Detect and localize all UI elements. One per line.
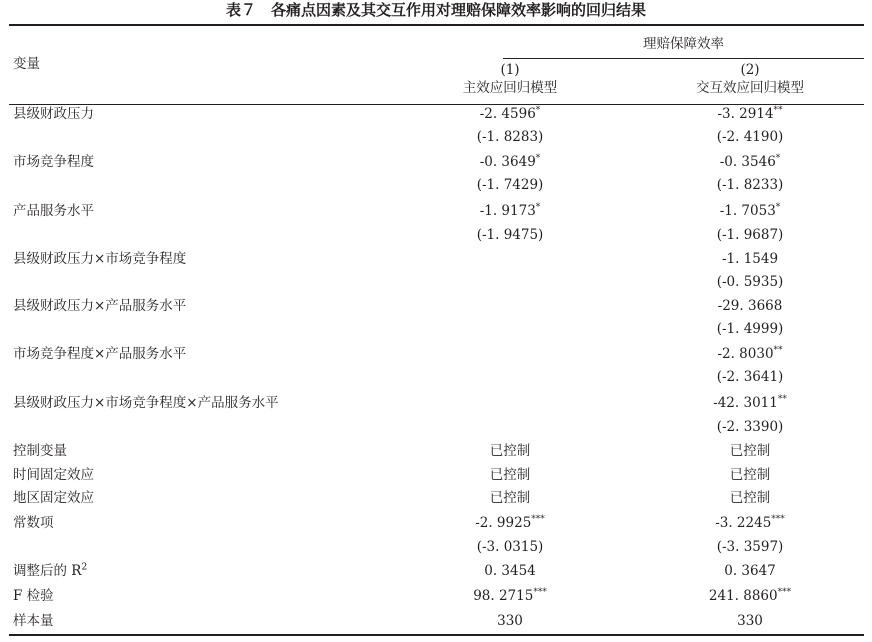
col2-cell <box>630 177 870 194</box>
row-label <box>13 298 186 315</box>
row-label-text: 市场竞争程度×产品服务水平 <box>13 346 187 362</box>
col2-cell-value: 241. 8860 <box>708 588 778 604</box>
col1-number: (1) <box>500 62 520 78</box>
col1-cell-value: -2. 4596 <box>479 106 536 122</box>
significance-stars: ** <box>777 394 787 405</box>
col2-cell-value: 已控制 <box>729 467 771 483</box>
col2-cell <box>630 203 870 220</box>
col1-cell <box>390 588 630 605</box>
significance-stars: * <box>775 153 781 164</box>
col1-cell <box>390 467 630 484</box>
row-label <box>13 613 54 630</box>
col2-cell-value: (-3. 3597) <box>716 539 784 555</box>
row-label-text: 县级财政压力 <box>13 106 94 122</box>
col2-cell-value: 0. 3647 <box>724 563 776 579</box>
col2-cell-value: -29. 3668 <box>717 298 783 314</box>
col1-cell-value: -1. 9173 <box>479 203 536 219</box>
col2-cell <box>630 227 870 244</box>
col2-cell-value: (-1. 9687) <box>716 227 784 243</box>
row-label-text: 控制变量 <box>13 443 67 459</box>
col2-cell-value: 330 <box>737 613 763 629</box>
col2-cell <box>630 515 870 532</box>
col2-cell <box>630 395 870 412</box>
col2-cell <box>630 369 870 386</box>
col1-cell <box>390 203 630 220</box>
col1-cell-value: 已控制 <box>489 490 531 506</box>
significance-stars: *** <box>771 514 785 525</box>
col1-cell <box>390 613 630 630</box>
row-label-text: 常数项 <box>13 515 54 531</box>
row-label <box>13 106 94 123</box>
col2-cell <box>630 419 870 436</box>
row-label <box>13 467 94 484</box>
col1-cell-value: -0. 3649 <box>479 154 536 170</box>
col1-cell-value: (-1. 8283) <box>476 129 544 145</box>
col1-cell <box>390 563 630 580</box>
col2-cell <box>630 129 870 146</box>
col2-cell <box>630 588 870 605</box>
col1-cell-value: 98. 2715 <box>473 588 534 604</box>
col2-cell <box>630 539 870 556</box>
col2-cell <box>630 467 870 484</box>
col1-model-name: 主效应回归模型 <box>462 80 558 96</box>
col2-cell <box>630 346 870 363</box>
col2-cell <box>630 298 870 315</box>
col2-cell-value: 已控制 <box>729 490 771 506</box>
significance-stars: * <box>535 153 541 164</box>
row-label <box>13 563 87 580</box>
row-label <box>13 251 186 268</box>
row-label-text: 县级财政压力×市场竞争程度 <box>13 251 187 267</box>
col2-model-name: 交互效应回归模型 <box>696 80 804 96</box>
row-label <box>13 588 54 605</box>
header-subrule <box>503 58 864 59</box>
significance-stars: * <box>535 105 541 116</box>
row-label <box>13 154 94 171</box>
col2-cell-value: (-1. 8233) <box>716 177 784 193</box>
col2-cell-value: (-1. 4999) <box>716 321 784 337</box>
row-label <box>13 395 279 412</box>
col2-cell-value: -2. 8030 <box>717 346 774 362</box>
col1-cell <box>390 443 630 460</box>
col2-cell-value: -42. 3011 <box>713 395 778 411</box>
col1-cell <box>390 515 630 532</box>
col1-cell-value: 已控制 <box>489 443 531 459</box>
col1-cell-value: (-1. 7429) <box>476 177 544 193</box>
row-label-text: F 检验 <box>13 588 54 604</box>
col1-cell <box>390 177 630 194</box>
significance-stars: *** <box>533 587 547 598</box>
col2-cell <box>630 443 870 460</box>
col1-cell-value: (-1. 9475) <box>476 227 544 243</box>
bottom-rule <box>9 634 864 636</box>
row-label <box>13 490 94 507</box>
significance-stars: ** <box>773 345 783 356</box>
col1-cell-value: 已控制 <box>489 467 531 483</box>
top-rule <box>9 24 864 26</box>
col1-cell <box>390 490 630 507</box>
col2-cell-value: -1. 1549 <box>721 251 779 267</box>
row-label-text: 县级财政压力×产品服务水平 <box>13 298 187 314</box>
col2-cell <box>630 106 870 123</box>
col2-cell-value: -1. 7053 <box>719 203 776 219</box>
col1-cell <box>390 129 630 146</box>
header-rule <box>9 104 864 105</box>
variable-header: 变量 <box>13 56 40 72</box>
col1-cell <box>390 154 630 171</box>
col2-cell <box>630 613 870 630</box>
col2-cell-value: (-2. 3641) <box>716 369 784 385</box>
col1-cell-value: 330 <box>497 613 523 629</box>
row-label <box>13 443 67 460</box>
col2-cell <box>630 490 870 507</box>
col2-cell-value: (-0. 5935) <box>716 274 784 290</box>
significance-stars: ** <box>773 105 783 116</box>
significance-stars: * <box>775 202 781 213</box>
col2-cell <box>630 274 870 291</box>
col2-cell-value: -3. 2245 <box>715 515 772 531</box>
table-title: 表７ 各痛点因素及其交互作用对理赔保障效率影响的回归结果 <box>225 1 646 19</box>
row-label <box>13 203 94 220</box>
col2-number: (2) <box>740 62 760 78</box>
col2-cell-value: (-2. 3390) <box>716 419 784 435</box>
col1-cell-value: -2. 9925 <box>475 515 532 531</box>
row-label-text: 样本量 <box>13 613 54 629</box>
significance-stars: * <box>535 202 541 213</box>
col1-cell <box>390 106 630 123</box>
col2-cell <box>630 321 870 338</box>
row-label <box>13 515 54 532</box>
col1-cell <box>390 539 630 556</box>
significance-stars: *** <box>531 514 545 525</box>
col2-cell <box>630 251 870 268</box>
significance-stars: *** <box>777 587 792 598</box>
col1-cell-value: (-3. 0315) <box>476 539 544 555</box>
row-label-text: 地区固定效应 <box>13 490 94 506</box>
row-label-text: 时间固定效应 <box>13 467 94 483</box>
row-label-text: 调整后的 R <box>13 563 82 579</box>
row-label <box>13 346 186 363</box>
col2-cell <box>630 154 870 171</box>
row-label-text: 县级财政压力×市场竞争程度×产品服务水平 <box>13 395 279 411</box>
row-label-text: 市场竞争程度 <box>13 154 94 170</box>
col1-cell-value: 0. 3454 <box>484 563 536 579</box>
col2-cell-value: -0. 3546 <box>719 154 776 170</box>
row-label-text: 产品服务水平 <box>13 203 94 219</box>
superscript: 2 <box>81 562 88 573</box>
col2-cell-value: 已控制 <box>729 443 771 459</box>
dependent-variable-header: 理赔保障效率 <box>643 36 724 52</box>
col2-cell-value: -3. 2914 <box>717 106 774 122</box>
col2-cell <box>630 563 870 580</box>
col2-cell-value: (-2. 4190) <box>716 129 784 145</box>
col1-cell <box>390 227 630 244</box>
